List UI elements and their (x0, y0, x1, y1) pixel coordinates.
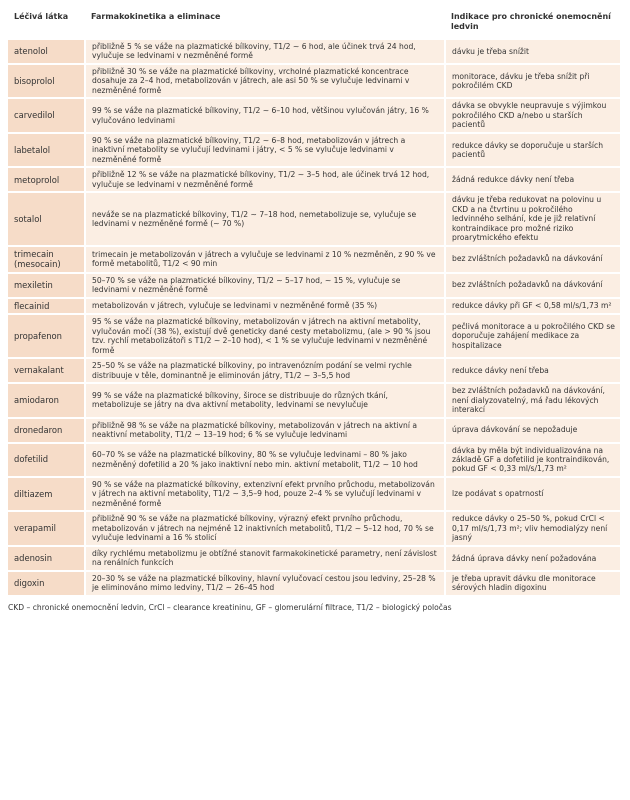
pk-cell: 95 % se váže na plazmatické bílkoviny, metabolizován v játrech na aktivní metabolity, vylučován močí (38 %), existují dvě geneticky dané cesty metabolizmu, (ale > 90 % jsou tzv. rychlí metabolizátoři s T1/2 ~ 2–10 hod), < 1 % se vylučuje ledvinami v nezměněné formě (85, 314, 445, 358)
drug-cell: atenolol (8, 39, 85, 64)
table-row (8, 273, 620, 298)
drug-cell: amiodaron (8, 383, 85, 417)
table-row (8, 192, 620, 245)
drug-cell: adenosin (8, 546, 85, 571)
indication-cell: dávka se obvykle neupravuje s výjimkou pokročilého CKD a/nebo u starších pacientů (445, 98, 620, 132)
document (8, 8, 620, 612)
header-pharmacokinetics: Farmakokinetika a eliminace (85, 8, 445, 39)
table-row (8, 167, 620, 192)
pk-cell: přibližně 90 % se váže na plazmatické bílkoviny, výrazný efekt prvního průchodu, metabolizován v játrech na nejméně 12 inaktivních metabolitů, T1/2 ~ 5–12 hod, 70 % se vylučuje ledvinami a 16 % stolicí (85, 511, 445, 545)
drug-cell: flecainid (8, 298, 85, 315)
drug-cell: dronedaron (8, 418, 85, 443)
pk-cell: neváže se na plazmatické bílkoviny, T1/2 ~ 7–18 hod, nemetabolizuje se, vylučuje se ledvinami v nezměněné formě (~ 70 %) (85, 192, 445, 245)
drug-table (8, 8, 620, 595)
pk-cell: trimecain je metabolizován v játrech a vylučuje se ledvinami z 10 % nezměněn, z 90 % ve formě metabolitů, T1/2 < 90 min (85, 246, 445, 273)
table-row (8, 64, 620, 98)
indication-cell: redukce dávky při GF < 0,58 ml/s/1,73 m² (445, 298, 620, 315)
drug-cell: bisoprolol (8, 64, 85, 98)
indication-cell: bez zvláštních požadavků na dávkování, není dialyzovatelný, má řadu lékových interakcí (445, 383, 620, 417)
drug-cell: labetalol (8, 133, 85, 167)
table-header (8, 8, 620, 39)
indication-cell: monitorace, dávku je třeba snížit při pokročilém CKD (445, 64, 620, 98)
table-row (8, 477, 620, 511)
table-row (8, 98, 620, 132)
pk-cell: 20–30 % se váže na plazmatické bílkoviny, hlavní vylučovací cestou jsou ledviny, 25–28 % je eliminováno mimo ledviny, T1/2 ~ 26–45 hod (85, 571, 445, 595)
table-row (8, 571, 620, 595)
pk-cell: 25–50 % se váže na plazmatické bílkoviny, po intravenózním podání se velmi rychle distribuuje v těle, dominantně je eliminován játry, T1/2 ~ 3–5,5 hod (85, 358, 445, 383)
indication-cell: lze podávat s opatrností (445, 477, 620, 511)
pk-cell: 50–70 % se váže na plazmatické bílkoviny, T1/2 ~ 5–17 hod, ~ 15 %, vylučuje se ledvinami v nezměněné formě (85, 273, 445, 298)
indication-cell: žádná úprava dávky není požadována (445, 546, 620, 571)
drug-cell: dofetilid (8, 443, 85, 477)
pk-cell: 99 % se váže na plazmatické bílkoviny, široce se distribuuje do různých tkání, metabolizuje se játry na dva aktivní metabolity, ledvinami se nevylučuje (85, 383, 445, 417)
indication-cell: redukce dávky o 25–50 %, pokud CrCl < 0,17 ml/s/1,73 m²; vliv hemodialýzy není jasný (445, 511, 620, 545)
footnote: CKD – chronické onemocnění ledvin, CrCl – clearance kreatininu, GF – glomerulární filtrace, T1/2 – biologický poločas (8, 602, 452, 612)
pk-cell: 60–70 % se váže na plazmatické bílkoviny, 80 % se vylučuje ledvinami – 80 % jako nezměněný dofetilid a 20 % jako inaktivní nebo min. aktivní metabolit, T1/2 ~ 10 hod (85, 443, 445, 477)
drug-cell: vernakalant (8, 358, 85, 383)
header-drug: Léčivá látka (8, 8, 85, 39)
table-row (8, 383, 620, 417)
indication-cell: dávka by měla být individualizována na základě GF a dofetilid je kontraindikován, pokud GF < 0,33 ml/s/1,73 m² (445, 443, 620, 477)
indication-cell: úprava dávkování se nepožaduje (445, 418, 620, 443)
table-row (8, 298, 620, 315)
header-indication: Indikace pro chronické onemocnění ledvin (445, 8, 620, 39)
table-row (8, 39, 620, 64)
drug-cell: carvedilol (8, 98, 85, 132)
pk-cell: 90 % se váže na plazmatické bílkoviny, T1/2 ~ 6–8 hod, metabolizován v játrech a inaktivní metabolity se vylučují ledvinami i játry, < 5 % se vylučuje ledvinami v nezměněné formě (85, 133, 445, 167)
table-row (8, 418, 620, 443)
drug-cell: digoxin (8, 571, 85, 595)
indication-cell: redukce dávky není třeba (445, 358, 620, 383)
indication-cell: je třeba upravit dávku dle monitorace sérových hladin digoxinu (445, 571, 620, 595)
drug-cell: verapamil (8, 511, 85, 545)
pk-cell: přibližně 5 % se váže na plazmatické bílkoviny, T1/2 ~ 6 hod, ale účinek trvá 24 hod, vylučuje se ledvinami v nezměněné formě (85, 39, 445, 64)
indication-cell: bez zvláštních požadavků na dávkování (445, 273, 620, 298)
pk-cell: 90 % se váže na plazmatické bílkoviny, extenzivní efekt prvního průchodu, metabolizován v játrech na aktivní metabolity, T1/2 ~ 3,5–9 hod, pouze 2–4 % se vylučují ledvinami v nezměněné formě (85, 477, 445, 511)
table-row (8, 314, 620, 358)
pk-cell: přibližně 98 % se váže na plazmatické bílkoviny, metabolizován v játrech na aktivní a neaktivní metabolity, T1/2 ~ 13–19 hod; 6 % se vylučuje ledvinami (85, 418, 445, 443)
table-row (8, 358, 620, 383)
indication-cell: redukce dávky se doporučuje u starších pacientů (445, 133, 620, 167)
pk-cell: 99 % se váže na plazmatické bílkoviny, T1/2 ~ 6–10 hod, většinou vylučován játry, 16 % vylučováno ledvinami (85, 98, 445, 132)
pk-cell: přibližně 30 % se váže na plazmatické bílkoviny, vrcholné plazmatické koncentrace dosahuje za 2–4 hod, metabolizován v játrech, ale asi 50 % se vylučuje ledvinami v nezměněné formě (85, 64, 445, 98)
table-row (8, 133, 620, 167)
table-row (8, 246, 620, 273)
drug-cell: sotalol (8, 192, 85, 245)
table-row (8, 511, 620, 545)
drug-cell: diltiazem (8, 477, 85, 511)
indication-cell: bez zvláštních požadavků na dávkování (445, 246, 620, 273)
drug-cell: propafenon (8, 314, 85, 358)
drug-cell: metoprolol (8, 167, 85, 192)
drug-cell: mexiletin (8, 273, 85, 298)
indication-cell: dávku je třeba snížit (445, 39, 620, 64)
table-row (8, 546, 620, 571)
indication-cell: žádná redukce dávky není třeba (445, 167, 620, 192)
indication-cell: dávku je třeba redukovat na polovinu u CKD a na čtvrtinu u pokročilého ledvinného selhání, kde je již relativní kontraindikace pro možné riziko proarytmického efektu (445, 192, 620, 245)
pk-cell: přibližně 12 % se váže na plazmatické bílkoviny, T1/2 ~ 3–5 hod, ale účinek trvá 12 hod, vylučuje se ledvinami v nezměněné formě (85, 167, 445, 192)
drug-cell: trimecain (mesocain) (8, 246, 85, 273)
table-body (8, 39, 620, 595)
pk-cell: metabolizován v játrech, vylučuje se ledvinami v nezměněné formě (35 %) (85, 298, 445, 315)
pk-cell: díky rychlému metabolizmu je obtížné stanovit farmakokinetické parametry, není závislost na renálních funkcích (85, 546, 445, 571)
indication-cell: pečlivá monitorace a u pokročilého CKD se doporučuje zahájení medikace za hospitalizace (445, 314, 620, 358)
table-row (8, 443, 620, 477)
